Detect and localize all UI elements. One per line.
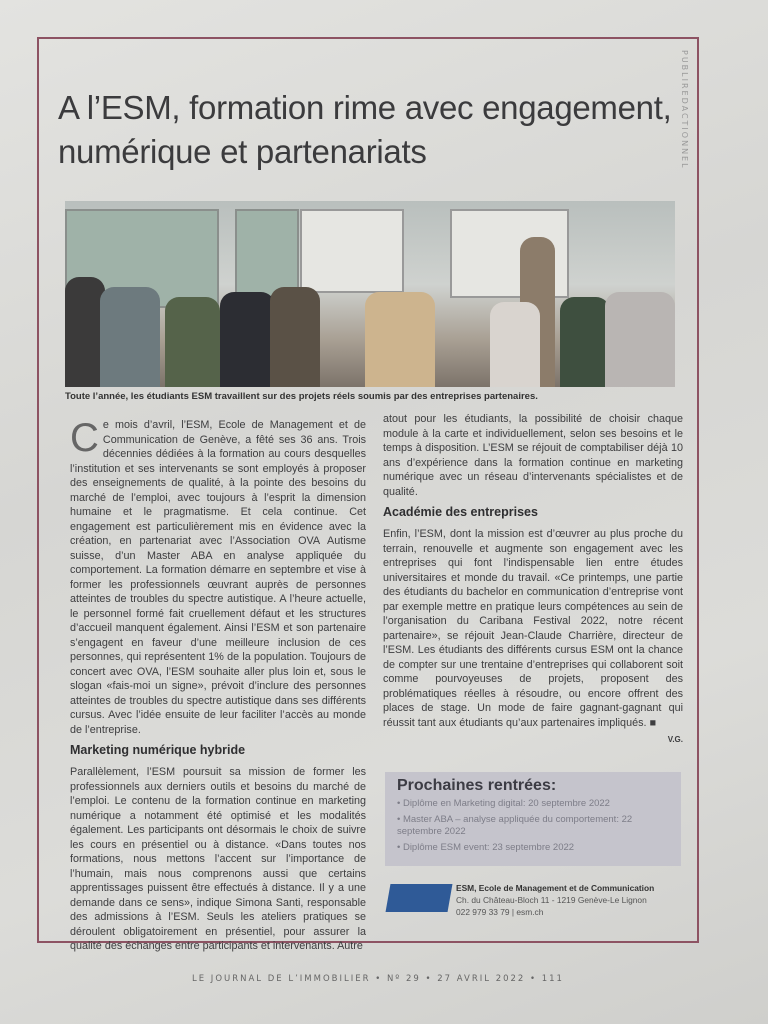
intake-item: • Diplôme en Marketing digital: 20 septembre 2022 <box>397 798 610 809</box>
classroom-photo <box>65 201 675 387</box>
phone-website: 022 979 33 79 | esm.ch <box>456 907 544 917</box>
address: Ch. du Château-Bloch 11 - 1219 Genève-Le Lignon <box>456 895 647 905</box>
person <box>605 292 675 387</box>
photo-caption: Toute l’année, les étudiants ESM travaillent sur des projets réels soumis par des entreprises partenaires. <box>65 391 538 402</box>
person <box>220 292 275 387</box>
box-heading: Prochaines rentrées: <box>397 777 557 794</box>
person <box>65 277 105 387</box>
person <box>490 302 540 387</box>
person <box>560 297 610 387</box>
person <box>365 292 435 387</box>
article-column-right <box>383 412 683 745</box>
paragraph: Parallèlement, l’ESM poursuit sa mission de former les professionnels aux derniers outils et besoins du marché de l’emploi. Le contenu de la formation continue en marketing numérique a notamment été optimisé et les modalités également. Les participants ont désormais le choix de suivre les cours en présentiel ou à distance. «Dans toutes nos formations, nous mettons l’accent sur l’importance de l’humain, mais nous comprenons aussi que certains apprentissages puissent être effectués à distance. Il y a une demande dans ce sens», indique Simona Santi, responsable des admissions à l’ESM. Seuls les ateliers pratiques se déroulent obligatoirement en présentiel, pour assurer la qualité des échanges entre participants et intervenants. Autre <box>70 766 366 952</box>
section-heading: Marketing numérique hybride <box>70 743 246 757</box>
school-name: ESM, Ecole de Management et de Communication <box>456 883 655 893</box>
intake-item: • Diplôme ESM event: 23 septembre 2022 <box>397 842 575 853</box>
intake-item: • Master ABA – analyse appliquée du comportement: 22 septembre 2022 <box>397 814 633 837</box>
author-signature: V.G. <box>667 735 683 744</box>
person <box>100 287 160 387</box>
drop-cap: C <box>70 416 99 460</box>
paragraph: Enfin, l’ESM, dont la mission est d’œuvrer au plus proche du terrain, renouvelle et augmente son engagement avec les entreprises qui font l’indispensable lien entre études universitaires et monde du travail. «Ce printemps, une partie des étudiants du bachelor en communication d’entreprise vont par exemple mettre en pratique leurs compétences au sein de l’organisation du Caribana Festival 2022, notre récent partenaire», se réjouit Jean-Claude Charrière, directeur de l’ESM. Les étudiants des différents cursus ESM ont la chance de compter sur une trentaine d’entreprises qui collaborent soit comme pourvoyeuses de projets, proposent des problématiques réelles à résoudre, ou encore offrent des places de stage. Un mode de faire gagnant-gagnant qui réussit tant aux étudiants qu’aux partenaires impliqués. ■ <box>383 528 683 729</box>
page-footer: LE JOURNAL DE L’IMMOBILIER • Nº 29 • 27 AVRIL 2022 • 111 <box>192 974 564 984</box>
upcoming-intakes-box <box>385 772 681 866</box>
intro-paragraph: e mois d’avril, l’ESM, Ecole de Management et de Communication de Genève, a fêté ses 36 ans. Trois décennies dédiées à la formation au cours desquelles l’institution et ses intervenants se sont employés à proposer des enseignements de qualité, à la pointe des besoins du marché de l’emploi, avec toujours à l’esprit la dimension humaine et le pragmatisme. Et cela continue. Cet engagement est particulièrement mis en évidence avec la création, en partenariat avec l’Association OVA Autisme suisse, d’un Master ABA en analyse appliquée du comportement. La formation démarre en septembre et vise à former les professionnels œuvrant auprès de personnes atteintes de troubles du spectre autistique. A l’heure actuelle, le personnel formé fait cruellement défaut et les structures d’accueil manquent également. Ainsi l’ESM et son partenaire s’engagent en faveur d’une meilleure inclusion de ces personnes, qui représentent 1% de la population. Toujours de concert avec OVA, l’ESM souhaite aller plus loin et, sous le slogan «fais-moi un signe», prévoit d’inclure des personnes atteintes de troubles du spectre autistique dans ses différents cursus. Avec l’idée ensuite de leur faciliter l’accès au monde de l’entreprise. <box>70 419 366 736</box>
section-heading: Académie des entreprises <box>383 505 538 519</box>
page-title: A l’ESM, formation rime avec engagement, numérique et partenariats <box>58 89 672 170</box>
esm-logo <box>386 884 453 912</box>
person <box>270 287 320 387</box>
side-label: PUBLIREDACTIONNEL <box>680 50 689 170</box>
whiteboard <box>300 209 404 293</box>
paragraph: atout pour les étudiants, la possibilité de choisir chaque module à la carte et individuellement, selon ses besoins et le temps à disposition. L’ESM se réjouit de comptabiliser déjà 10 ans d’expérience dans la formation continue en marketing numérique avec un réseau d’intervenants spécialistes et de qualité. <box>383 413 683 498</box>
article-column-left <box>70 418 366 958</box>
contact-block <box>456 882 654 918</box>
person <box>165 297 220 387</box>
